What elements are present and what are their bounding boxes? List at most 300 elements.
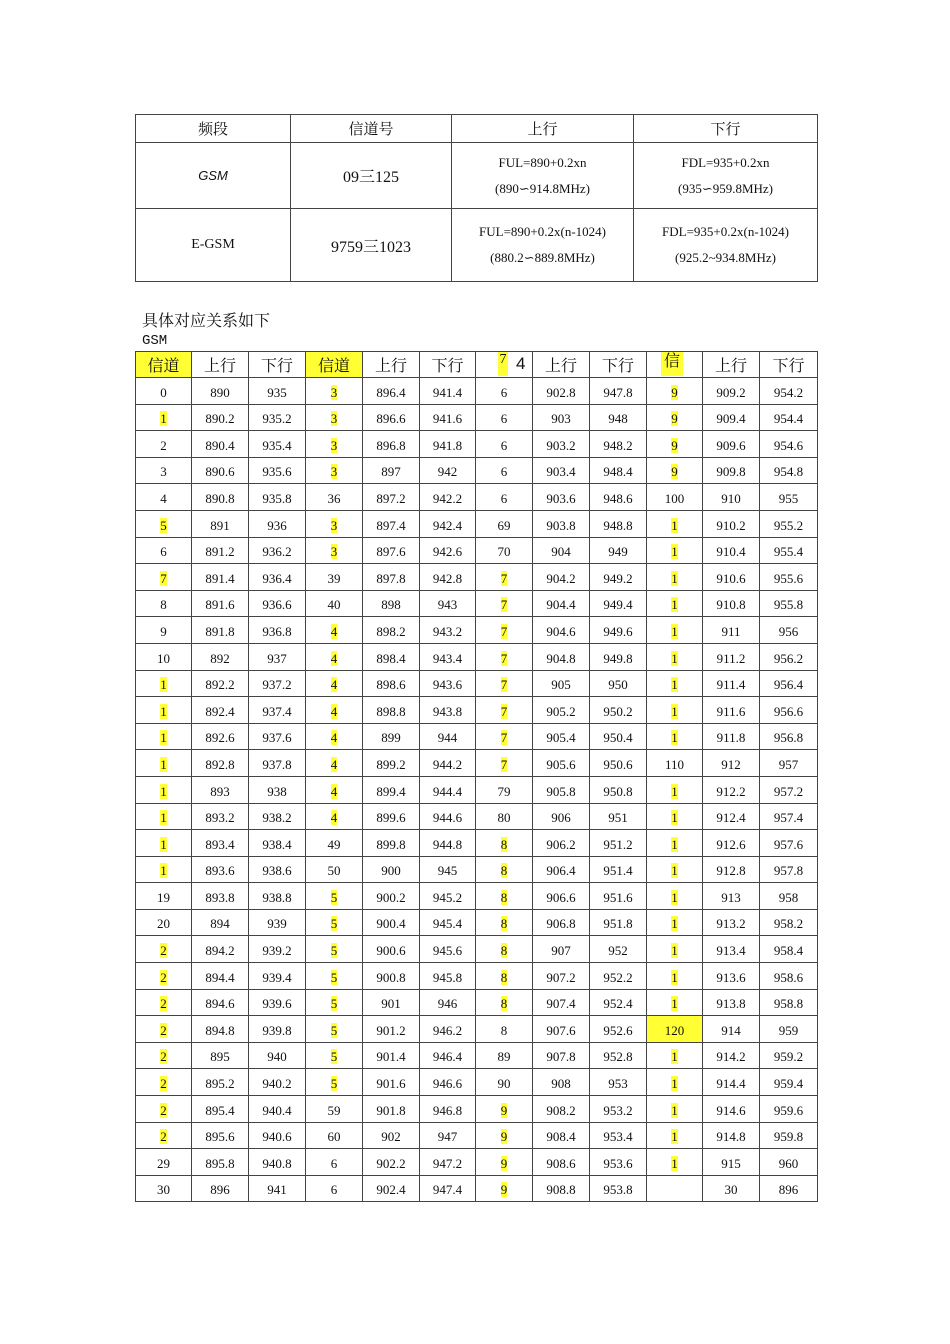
downlink-value: 936.8 xyxy=(262,623,292,639)
channel-value: 1 xyxy=(671,969,678,985)
uplink-value: 895.4 xyxy=(205,1102,235,1118)
channel-cell xyxy=(136,776,192,803)
channel-cell xyxy=(306,404,363,431)
downlink-cell xyxy=(249,856,306,883)
uplink-value: 912.4 xyxy=(716,810,746,826)
uplink-value: 912.2 xyxy=(716,783,746,799)
channel-cell xyxy=(306,1042,363,1069)
channel-value: 6 xyxy=(500,464,508,480)
channel-value: 4 xyxy=(330,677,338,693)
channel-cell xyxy=(647,1096,703,1123)
downlink-cell xyxy=(249,830,306,857)
uplink-cell xyxy=(533,484,590,511)
uplink-cell xyxy=(192,989,249,1016)
channel-cell xyxy=(306,378,363,405)
frequency-band-table xyxy=(135,114,818,282)
downlink-cell xyxy=(590,617,647,644)
uplink-cell xyxy=(363,750,420,777)
downlink-range: (935∽959.8MHz) xyxy=(677,180,774,196)
channel-value: 6 xyxy=(500,411,508,427)
uplink-value: 896.4 xyxy=(376,384,406,400)
uplink-value: 905.4 xyxy=(546,730,576,746)
downlink-range: (925.2~934.8MHz) xyxy=(675,250,776,265)
header-downlink-4: 下行 xyxy=(760,352,818,378)
band-row-gsm xyxy=(136,143,818,209)
channel-cell xyxy=(476,1122,533,1149)
uplink-cell xyxy=(363,590,420,617)
uplink-cell xyxy=(192,378,249,405)
channel-cell xyxy=(476,697,533,724)
channel-value: 3 xyxy=(330,437,338,453)
downlink-value: 940.6 xyxy=(262,1129,292,1145)
channel-value: 2 xyxy=(160,1076,167,1092)
uplink-value: 903.6 xyxy=(546,490,576,506)
channel-cell xyxy=(476,909,533,936)
uplink-value: 898 xyxy=(381,597,401,613)
uplink-cell xyxy=(703,936,760,963)
channel-cell xyxy=(647,378,703,405)
channel-value: 0 xyxy=(160,384,167,400)
uplink-value: 907.4 xyxy=(546,996,576,1012)
downlink-cell xyxy=(590,723,647,750)
downlink-cell xyxy=(249,909,306,936)
downlink-value: 954.4 xyxy=(773,411,804,427)
downlink-cell xyxy=(760,856,818,883)
downlink-value: 945 xyxy=(437,863,458,879)
header-uplink-1: 上行 xyxy=(192,352,249,378)
downlink-value: 942 xyxy=(437,464,458,480)
channel-cell xyxy=(476,590,533,617)
channel-value: 6 xyxy=(330,1155,338,1171)
uplink-value: 904.8 xyxy=(546,650,576,666)
downlink-value: 937.8 xyxy=(262,756,292,772)
downlink-cell xyxy=(590,404,647,431)
uplink-cell xyxy=(703,378,760,405)
uplink-value: 892 xyxy=(210,650,230,666)
channel-value: 8 xyxy=(160,597,167,613)
header-downlink: 下行 xyxy=(634,115,818,143)
downlink-cell xyxy=(590,776,647,803)
uplink-cell xyxy=(192,617,249,644)
downlink-cell xyxy=(249,431,306,458)
channel-value: 4 xyxy=(330,650,338,666)
channel-value: 5 xyxy=(160,517,167,533)
channel-cell xyxy=(476,936,533,963)
downlink-value: 945.8 xyxy=(432,969,463,985)
downlink-value: 941.6 xyxy=(432,411,463,427)
downlink-cell xyxy=(420,537,476,564)
downlink-value: 936.6 xyxy=(262,597,292,613)
uplink-cell xyxy=(703,1042,760,1069)
uplink-cell xyxy=(363,989,420,1016)
channel-value: 3 xyxy=(330,544,338,560)
channel-cell xyxy=(136,564,192,591)
uplink-value: 904.2 xyxy=(546,570,576,586)
uplink-cell xyxy=(533,1042,590,1069)
uplink-cell xyxy=(192,803,249,830)
header-uplink-4: 上行 xyxy=(703,352,760,378)
uplink-cell xyxy=(703,643,760,670)
downlink-value: 958 xyxy=(778,889,799,905)
uplink-cell xyxy=(703,510,760,537)
channel-value: 8 xyxy=(500,943,508,959)
uplink-value: 897 xyxy=(381,464,401,480)
table-row xyxy=(136,537,818,564)
uplink-value: 908.4 xyxy=(546,1129,576,1145)
channel-cell xyxy=(647,750,703,777)
channel-value: 36 xyxy=(327,490,341,506)
uplink-value: 890.8 xyxy=(205,490,235,506)
downlink-value: 896 xyxy=(778,1182,799,1198)
uplink-cell xyxy=(703,484,760,511)
downlink-value: 947.4 xyxy=(432,1182,463,1198)
downlink-value: 942.8 xyxy=(432,570,463,586)
channel-cell xyxy=(306,803,363,830)
uplink-cell xyxy=(363,936,420,963)
channel-cell xyxy=(306,431,363,458)
downlink-cell xyxy=(760,404,818,431)
uplink-value: 900.4 xyxy=(376,916,406,932)
header-channel-4-fragment: 信 xyxy=(661,352,683,376)
band-uplink xyxy=(452,143,634,209)
uplink-value: 909.2 xyxy=(716,384,746,400)
uplink-value: 897.2 xyxy=(376,490,406,506)
uplink-cell xyxy=(533,936,590,963)
channel-value: 1 xyxy=(671,943,678,959)
uplink-cell xyxy=(363,537,420,564)
downlink-cell xyxy=(420,1175,476,1202)
uplink-value: 898.4 xyxy=(376,650,406,666)
downlink-value: 950.2 xyxy=(603,703,633,719)
channel-value: 2 xyxy=(160,1049,167,1065)
channel-value: 3 xyxy=(330,464,338,480)
channel-cell xyxy=(306,670,363,697)
header-channel-2: 信道 xyxy=(306,352,363,378)
downlink-cell xyxy=(420,856,476,883)
header-channel-1: 信道 xyxy=(136,352,192,378)
channel-cell xyxy=(136,856,192,883)
band-uplink xyxy=(452,209,634,282)
downlink-formula: FDL=935+0.2x(n-1024) xyxy=(662,224,789,239)
uplink-value: 913 xyxy=(721,889,741,905)
uplink-value: 893 xyxy=(210,783,230,799)
channel-value: 8 xyxy=(500,996,508,1012)
uplink-cell xyxy=(703,431,760,458)
table-row xyxy=(136,1016,818,1043)
channel-cell xyxy=(306,1149,363,1176)
channel-value: 110 xyxy=(664,756,685,772)
uplink-value: 911.2 xyxy=(716,650,746,666)
downlink-value: 953.2 xyxy=(603,1102,633,1118)
uplink-value: 897.4 xyxy=(376,517,406,533)
channel-value: 1 xyxy=(160,703,167,719)
downlink-cell xyxy=(249,643,306,670)
downlink-cell xyxy=(420,564,476,591)
channel-value: 1 xyxy=(671,730,678,746)
downlink-value: 954.2 xyxy=(773,384,804,400)
channel-value: 6 xyxy=(160,544,167,560)
uplink-cell xyxy=(363,1069,420,1096)
channel-value: 120 xyxy=(664,1022,685,1038)
downlink-cell xyxy=(249,883,306,910)
downlink-cell xyxy=(760,1122,818,1149)
uplink-cell xyxy=(703,750,760,777)
downlink-cell xyxy=(249,484,306,511)
uplink-value: 30 xyxy=(724,1182,738,1198)
downlink-cell xyxy=(420,776,476,803)
channel-cell xyxy=(306,537,363,564)
downlink-value: 952 xyxy=(608,943,628,959)
channel-cell xyxy=(476,537,533,564)
uplink-value: 910.6 xyxy=(716,570,746,586)
uplink-cell xyxy=(363,1016,420,1043)
channel-value: 8 xyxy=(500,889,508,905)
uplink-value: 911 xyxy=(721,623,741,639)
downlink-cell xyxy=(420,1069,476,1096)
uplink-cell xyxy=(192,564,249,591)
uplink-value: 912 xyxy=(721,756,741,772)
uplink-value: 900 xyxy=(381,863,401,879)
downlink-cell xyxy=(760,510,818,537)
uplink-cell xyxy=(533,670,590,697)
header-channel-3 xyxy=(476,352,533,378)
uplink-cell xyxy=(192,856,249,883)
table-row xyxy=(136,750,818,777)
downlink-cell xyxy=(760,484,818,511)
channel-value: 70 xyxy=(497,544,511,560)
downlink-cell xyxy=(249,697,306,724)
channel-value: 5 xyxy=(330,943,338,959)
channel-value: 80 xyxy=(497,810,511,826)
uplink-value: 908.2 xyxy=(546,1102,576,1118)
channel-cell xyxy=(306,856,363,883)
uplink-value: 892.8 xyxy=(205,756,235,772)
uplink-cell xyxy=(703,617,760,644)
downlink-value: 959.6 xyxy=(773,1102,804,1118)
channel-value: 7 xyxy=(500,623,508,639)
channel-cell xyxy=(136,1042,192,1069)
channel-cell xyxy=(476,963,533,990)
uplink-cell xyxy=(703,776,760,803)
channel-value: 20 xyxy=(157,916,170,932)
channel-value: 1 xyxy=(671,1102,678,1118)
uplink-cell xyxy=(533,457,590,484)
downlink-cell xyxy=(249,723,306,750)
channel-cell xyxy=(136,803,192,830)
downlink-value: 945.6 xyxy=(432,943,463,959)
uplink-cell xyxy=(192,510,249,537)
uplink-value: 906.4 xyxy=(546,863,576,879)
band-name: E-GSM xyxy=(136,209,291,282)
channel-value: 7 xyxy=(160,570,167,586)
downlink-value: 955.8 xyxy=(773,597,804,613)
uplink-value: 901 xyxy=(381,996,401,1012)
uplink-cell xyxy=(192,697,249,724)
channel-cell xyxy=(647,590,703,617)
uplink-value: 890.2 xyxy=(205,411,235,427)
channel-cell xyxy=(306,564,363,591)
uplink-cell xyxy=(533,1175,590,1202)
uplink-cell xyxy=(703,1016,760,1043)
downlink-cell xyxy=(760,617,818,644)
channel-cell xyxy=(306,1175,363,1202)
downlink-value: 944.4 xyxy=(432,783,463,799)
channel-cell xyxy=(136,1149,192,1176)
downlink-cell xyxy=(420,963,476,990)
downlink-cell xyxy=(249,750,306,777)
table-row xyxy=(136,484,818,511)
uplink-cell xyxy=(703,457,760,484)
uplink-cell xyxy=(703,590,760,617)
downlink-value: 937.6 xyxy=(262,730,292,746)
uplink-value: 910 xyxy=(721,490,741,506)
downlink-cell xyxy=(590,643,647,670)
uplink-value: 898.6 xyxy=(376,677,406,693)
downlink-cell xyxy=(590,510,647,537)
uplink-cell xyxy=(533,830,590,857)
table-row xyxy=(136,1122,818,1149)
downlink-cell xyxy=(249,776,306,803)
channel-cell xyxy=(647,856,703,883)
table-row xyxy=(136,776,818,803)
downlink-value: 947.2 xyxy=(432,1155,463,1171)
header-downlink-3: 下行 xyxy=(590,352,647,378)
uplink-cell xyxy=(703,697,760,724)
downlink-cell xyxy=(590,1016,647,1043)
channel-cell xyxy=(136,670,192,697)
downlink-value: 948 xyxy=(608,411,628,427)
downlink-cell xyxy=(760,1149,818,1176)
band-row-egsm xyxy=(136,209,818,282)
downlink-cell xyxy=(420,803,476,830)
channel-cell xyxy=(306,909,363,936)
downlink-value: 945.4 xyxy=(432,916,463,932)
channel-value: 1 xyxy=(160,783,167,799)
channel-value: 8 xyxy=(500,836,508,852)
channel-cell xyxy=(136,750,192,777)
uplink-value: 914.8 xyxy=(716,1129,746,1145)
channel-value: 6 xyxy=(330,1182,338,1198)
downlink-value: 950.6 xyxy=(603,756,633,772)
uplink-cell xyxy=(703,803,760,830)
channel-value: 9 xyxy=(671,464,678,480)
table-row xyxy=(136,697,818,724)
channel-value: 1 xyxy=(671,544,678,560)
downlink-value: 939.6 xyxy=(262,996,292,1012)
downlink-value: 952.6 xyxy=(603,1022,633,1038)
downlink-value: 943.6 xyxy=(432,677,463,693)
channel-cell xyxy=(476,989,533,1016)
downlink-cell xyxy=(590,1042,647,1069)
uplink-cell xyxy=(533,431,590,458)
uplink-cell xyxy=(363,617,420,644)
channel-cell xyxy=(136,457,192,484)
channel-value: 10 xyxy=(157,650,170,666)
channel-cell xyxy=(136,510,192,537)
uplink-value: 893.6 xyxy=(205,863,235,879)
channel-value: 7 xyxy=(500,677,508,693)
channel-cell xyxy=(647,697,703,724)
uplink-cell xyxy=(703,856,760,883)
uplink-cell xyxy=(363,697,420,724)
downlink-cell xyxy=(590,750,647,777)
table-row xyxy=(136,378,818,405)
downlink-value: 939 xyxy=(267,916,287,932)
channel-cell xyxy=(136,378,192,405)
uplink-cell xyxy=(363,856,420,883)
uplink-value: 901.8 xyxy=(376,1102,406,1118)
uplink-value: 906.6 xyxy=(546,889,576,905)
channel-value: 8 xyxy=(500,969,508,985)
table-row xyxy=(136,1175,818,1202)
uplink-cell xyxy=(363,1149,420,1176)
channel-value: 89 xyxy=(497,1049,511,1065)
table-row xyxy=(136,909,818,936)
channel-cell xyxy=(476,670,533,697)
uplink-value: 914.6 xyxy=(716,1102,746,1118)
downlink-cell xyxy=(760,378,818,405)
downlink-cell xyxy=(249,963,306,990)
uplink-cell xyxy=(192,670,249,697)
uplink-formula: FUL=890+0.2xn xyxy=(498,154,587,170)
uplink-value: 893.2 xyxy=(205,810,235,826)
downlink-cell xyxy=(420,670,476,697)
channel-cell xyxy=(136,909,192,936)
band-name xyxy=(136,143,291,209)
downlink-cell xyxy=(249,1016,306,1043)
channel-cell xyxy=(306,723,363,750)
uplink-cell xyxy=(703,989,760,1016)
channel-cell xyxy=(306,776,363,803)
downlink-value: 958.8 xyxy=(773,996,804,1012)
uplink-value: 914.4 xyxy=(716,1076,746,1092)
channel-cell xyxy=(647,1069,703,1096)
channel-cell xyxy=(306,617,363,644)
header-channel-3-digit: 4 xyxy=(516,354,526,373)
channel-value: 79 xyxy=(497,783,511,799)
table-row xyxy=(136,830,818,857)
uplink-cell xyxy=(192,750,249,777)
uplink-value: 894.4 xyxy=(205,969,235,985)
uplink-value: 909.6 xyxy=(716,437,746,453)
channel-value: 4 xyxy=(330,810,338,826)
downlink-cell xyxy=(249,457,306,484)
band-downlink xyxy=(634,143,818,209)
uplink-value: 907.2 xyxy=(546,969,576,985)
channel-value: 30 xyxy=(157,1182,170,1198)
downlink-value: 936.4 xyxy=(262,570,292,586)
uplink-value: 890.4 xyxy=(205,437,235,453)
uplink-cell xyxy=(703,1069,760,1096)
uplink-value: 892.4 xyxy=(205,703,235,719)
downlink-value: 954.8 xyxy=(773,464,804,480)
downlink-value: 943.2 xyxy=(432,623,463,639)
uplink-value: 893.4 xyxy=(205,836,235,852)
downlink-cell xyxy=(420,378,476,405)
channel-cell xyxy=(306,697,363,724)
channel-value: 1 xyxy=(671,1155,678,1171)
uplink-cell xyxy=(533,803,590,830)
channel-value: 8 xyxy=(500,916,508,932)
channel-cell xyxy=(647,617,703,644)
table-row xyxy=(136,1149,818,1176)
uplink-cell xyxy=(192,723,249,750)
channel-value: 9 xyxy=(671,437,678,453)
channel-cell xyxy=(306,883,363,910)
table-row xyxy=(136,617,818,644)
channel-cell xyxy=(476,431,533,458)
band-channels: 9759三1023 xyxy=(291,209,452,282)
